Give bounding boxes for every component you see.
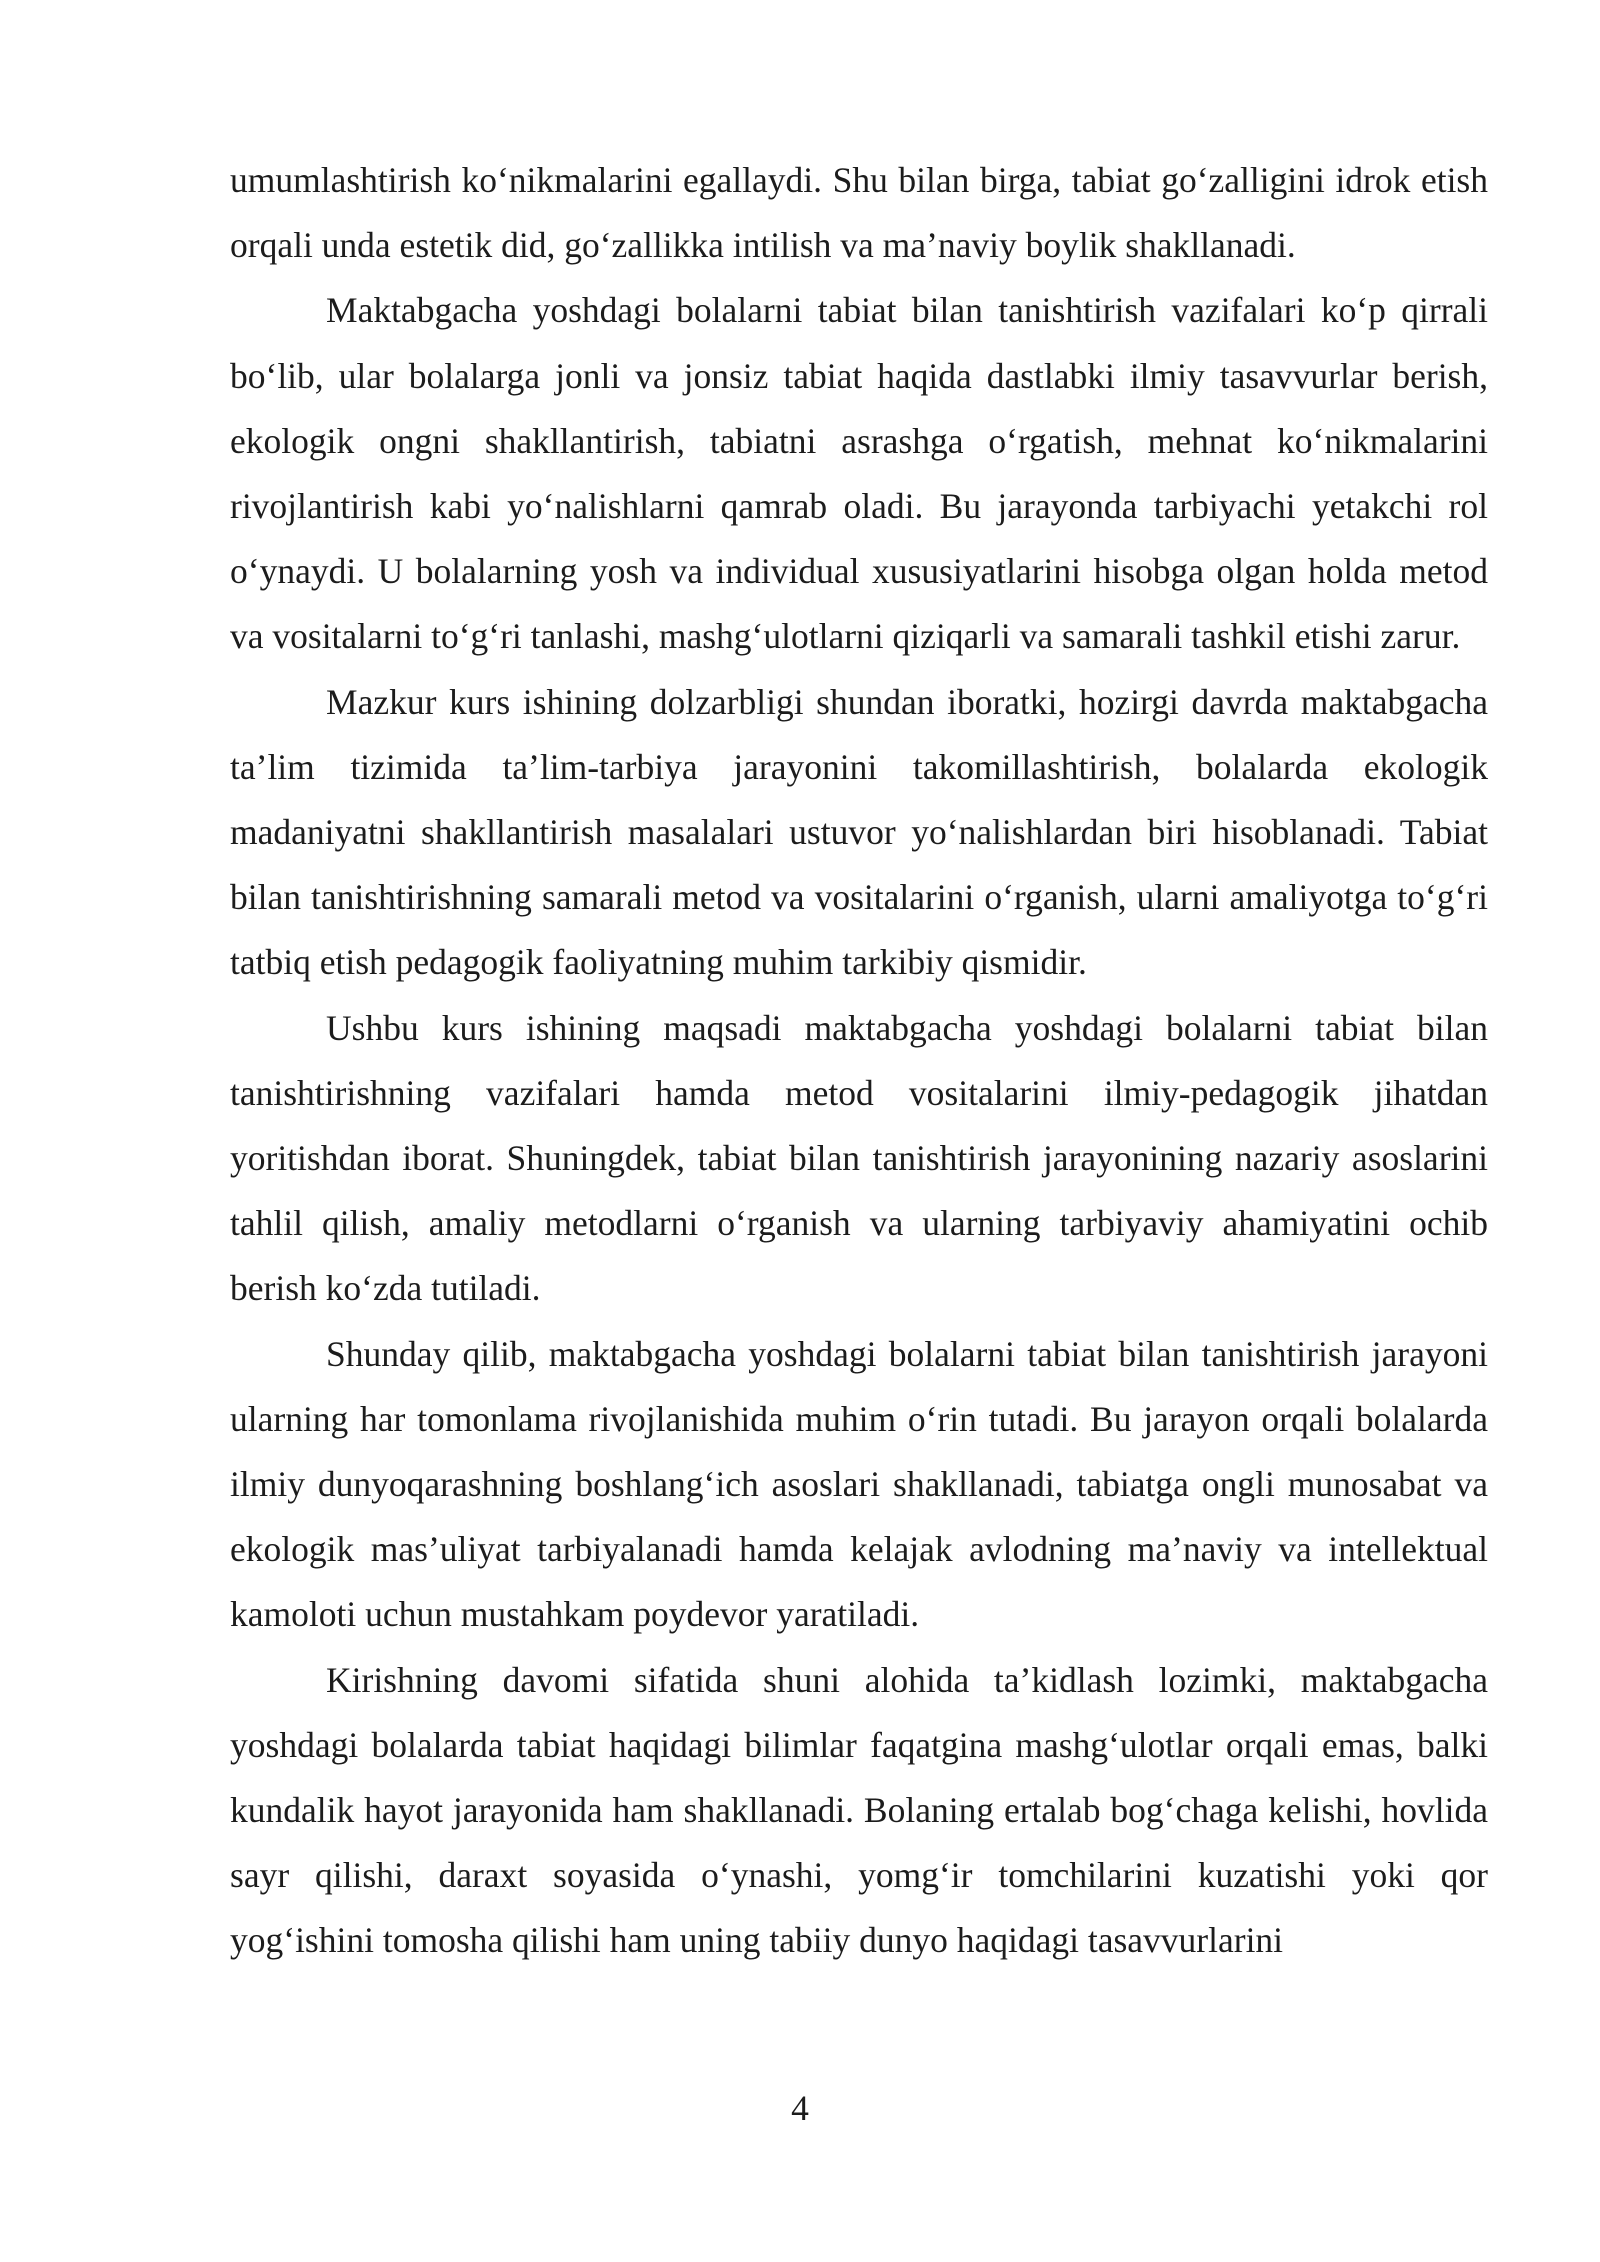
paragraph: Maktabgacha yoshdagi bolalarni tabiat bilan tanishtirish vazifalari ko‘p qirrali bo‘lib, ular bolalarga jonli va jonsiz tabiat haqida dastlabki ilmiy tasavvurlar berish, ekologik ongni shakllantirish, tabiatni asrashga o‘rgatish, mehnat ko‘nikmalarini rivojlantirish kabi yo‘nalishlarni qamrab oladi. Bu jarayonda tarbiyachi yetakchi rol o‘ynaydi. U bolalarning yosh va individual xususiyatlarini hisobga olgan holda metod va vositalarni to‘g‘ri tanlashi, mashg‘ulotlarni qiziqarli va samarali tashkil etishi zarur. bbox=[230, 290, 1488, 657]
document-body bbox=[230, 148, 1488, 1974]
paragraph: Mazkur kurs ishining dolzarbligi shundan iboratki, hozirgi davrda maktabgacha ta’lim tizimida ta’lim-tarbiya jarayonini takomillashtirish, bolalarda ekologik madaniyatni shakllantirish masalalari ustuvor yo‘nalishlardan biri hisoblanadi. Tabiat bilan tanishtirishning samarali metod va vositalarini o‘rganish, ularni amaliyotga to‘g‘ri tatbiq etish pedagogik faoliyatning muhim tarkibiy qismidir. bbox=[230, 681, 1488, 983]
paragraph: Ushbu kurs ishining maqsadi maktabgacha yoshdagi bolalarni tabiat bilan tanishtirishning vazifalari hamda metod vositalarini ilmiy-pedagogik jihatdan yoritishdan iborat. Shuningdek, tabiat bilan tanishtirish jarayonining nazariy asoslarini tahlil qilish, amaliy metodlarni o‘rganish va ularning tarbiyaviy ahamiyatini ochib berish ko‘zda tutiladi. bbox=[230, 1007, 1488, 1309]
paragraph: Kirishning davomi sifatida shuni alohida ta’kidlash lozimki, maktabgacha yoshdagi bolalarda tabiat haqidagi bilimlar faqatgina mashg‘ulotlar orqali emas, balki kundalik hayot jarayonida ham shakllanadi. Bolaning ertalab bog‘chaga kelishi, hovlida sayr qilishi, daraxt soyasida o‘ynashi, yomg‘ir tomchilarini kuzatishi yoki qor yog‘ishini tomosha qilishi ham uning tabiiy dunyo haqidagi tasavvurlarini bbox=[230, 1659, 1488, 1961]
paragraph-continuation: umumlashtirish ko‘nikmalarini egallaydi. Shu bilan birga, tabiat go‘zalligini idrok etish orqali unda estetik did, go‘zallikka intilish va ma’naviy boylik shakllanadi. bbox=[230, 160, 1488, 266]
page-number: 4 bbox=[791, 2088, 809, 2128]
paragraph: Shunday qilib, maktabgacha yoshdagi bolalarni tabiat bilan tanishtirish jarayoni ularning har tomonlama rivojlanishida muhim o‘rin tutadi. Bu jarayon orqali bolalarda ilmiy dunyoqarashning boshlang‘ich asoslari shakllanadi, tabiatga ongli munosabat va ekologik mas’uliyat tarbiyalanadi hamda kelajak avlodning ma’naviy va intellektual kamoloti uchun mustahkam poydevor yaratiladi. bbox=[230, 1333, 1488, 1635]
